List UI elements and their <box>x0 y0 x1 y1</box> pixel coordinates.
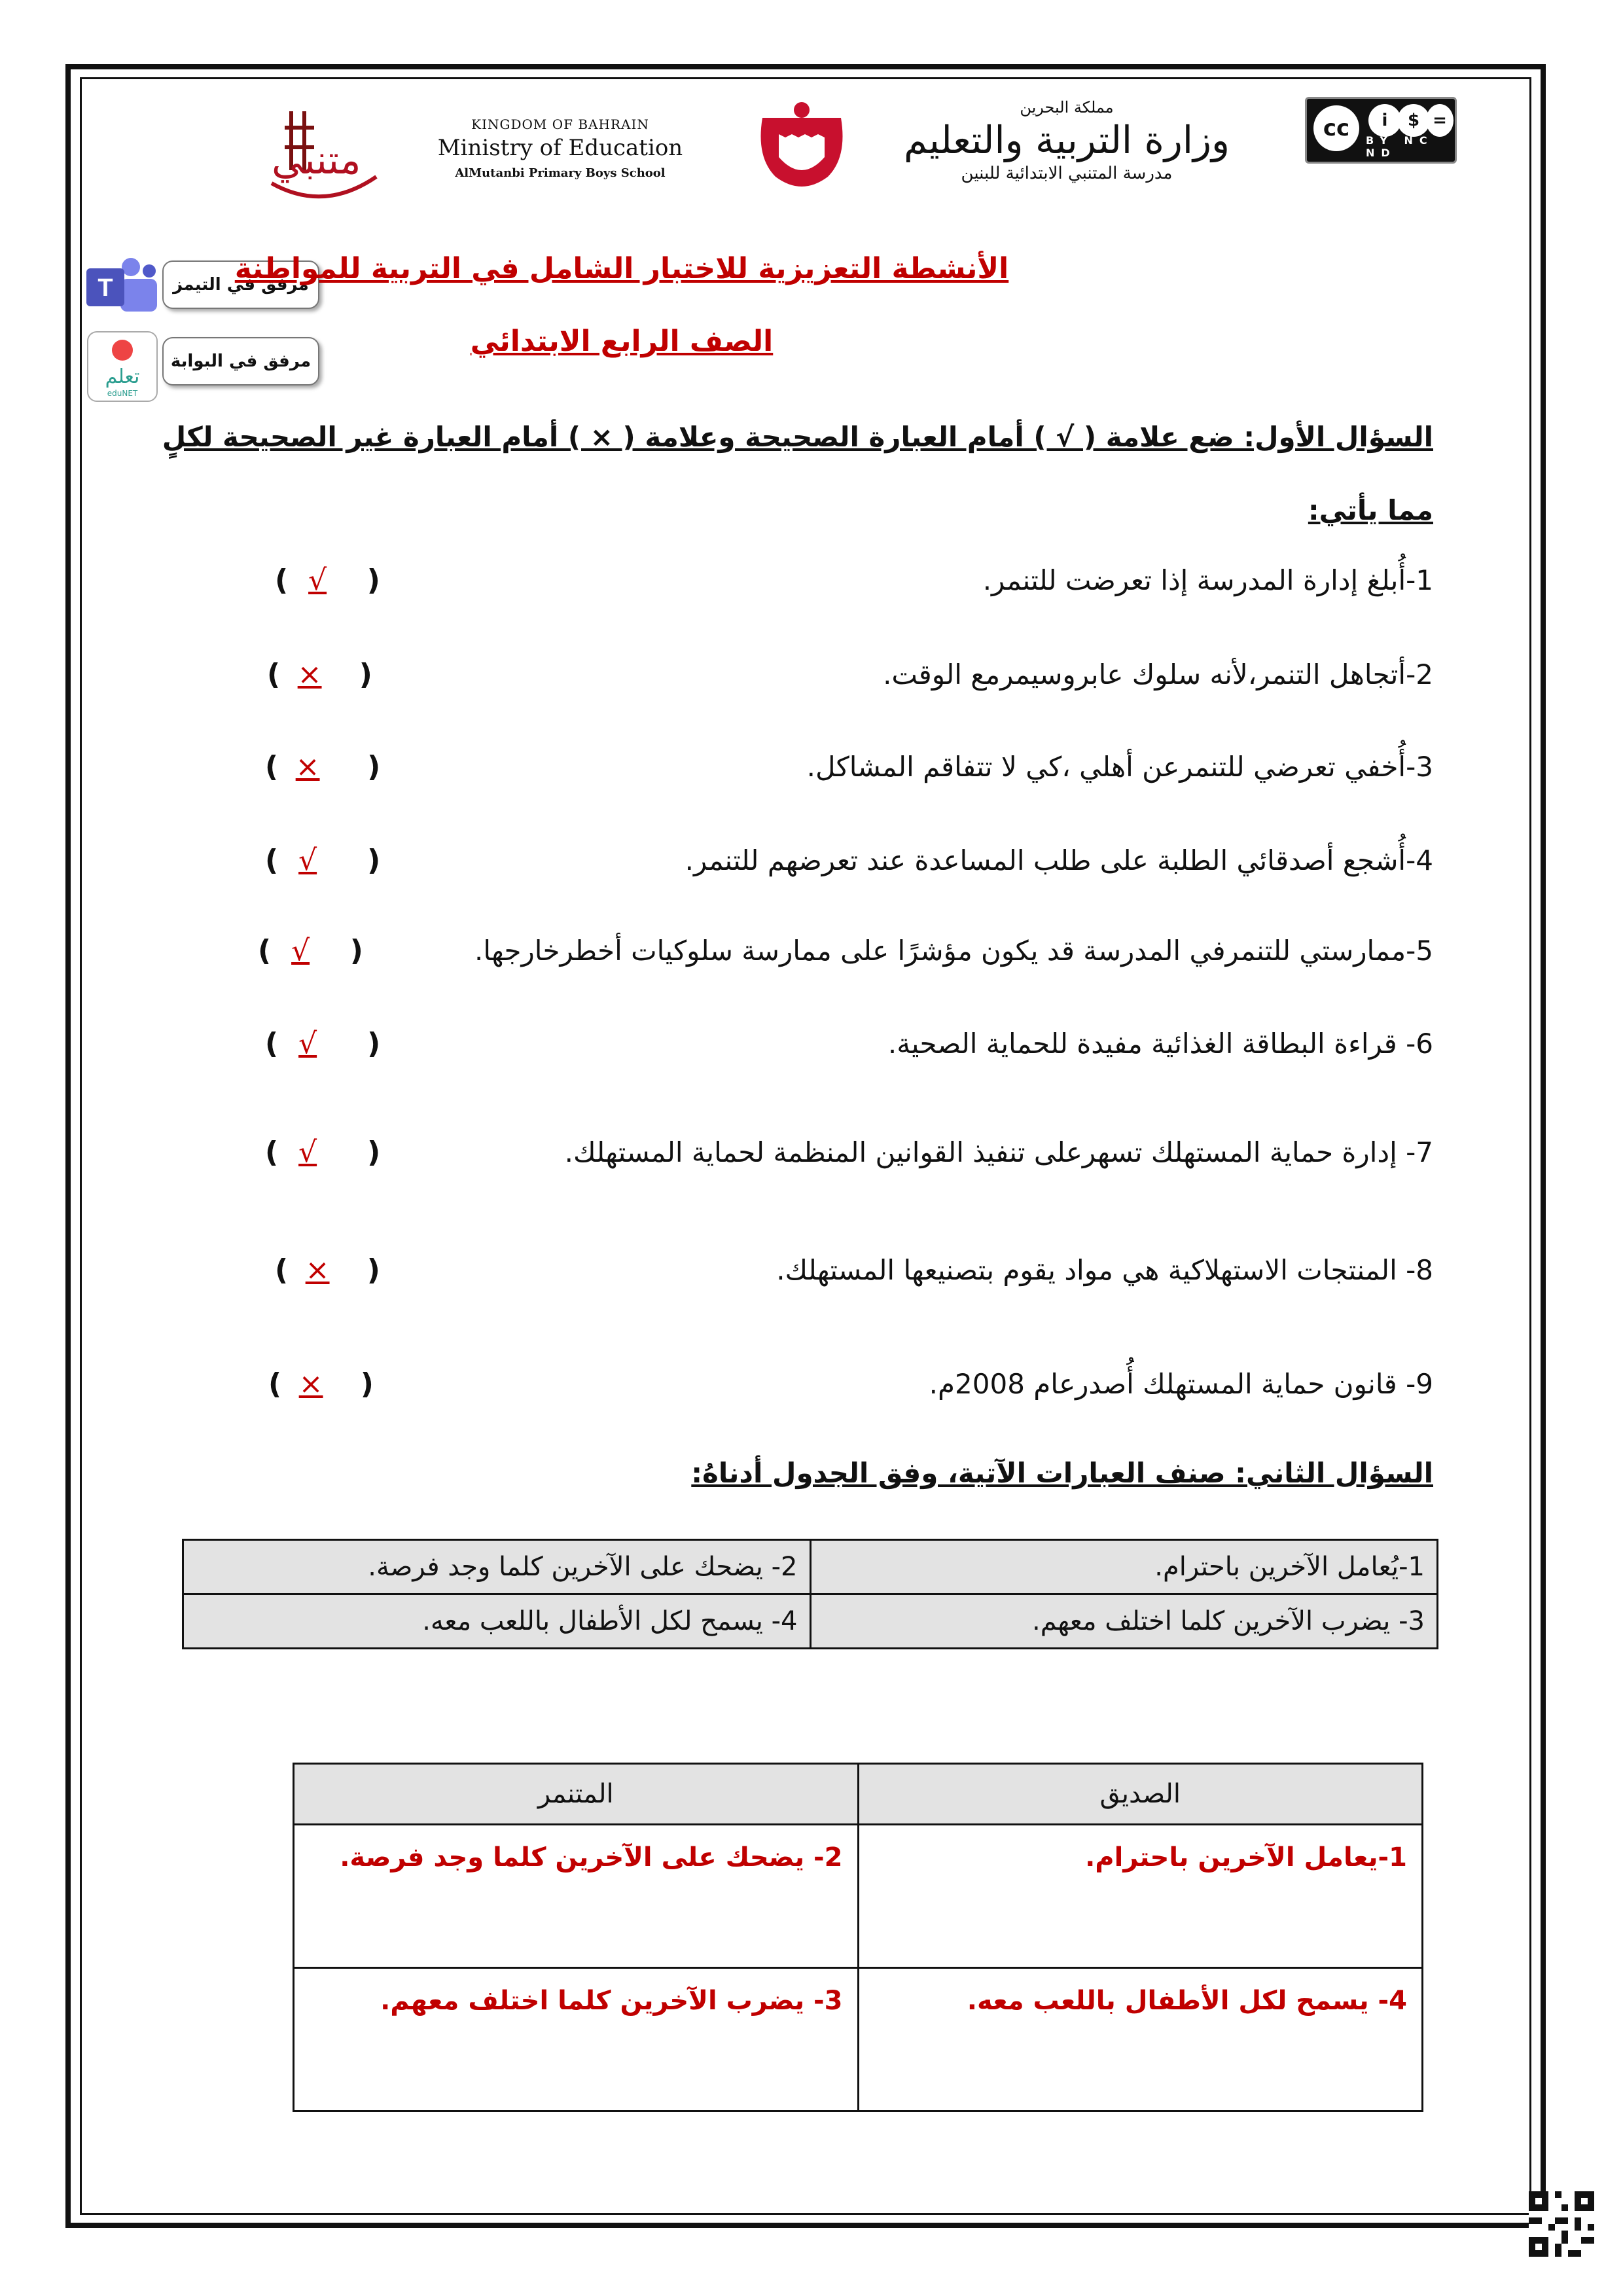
page-title: الأنشطة التعزيزية للاختبار الشامل في التربية للمواطنة <box>234 252 1009 285</box>
teams-attachment-label: مرفق في التيمز <box>162 260 319 309</box>
question1-line2: مما يأتي: <box>1308 494 1433 526</box>
q1-item-5: 5-ممارستي للتنمرفي المدرسة قد يكون مؤشرًا على ممارسة سلوكيات أخطرخارجها. <box>474 935 1433 967</box>
column-header-bully: المتنمر <box>294 1764 859 1825</box>
school-ar: مدرسة المتنبي الابتدائية للبنين <box>961 164 1173 183</box>
q1-item-7: 7- إدارة حماية المستهلك تسهرعلى تنفيذ القوانين المنظمة لحماية المستهلك. <box>564 1136 1433 1168</box>
bahrain-emblem-icon <box>756 98 847 196</box>
kingdom-en: KINGDOM OF BAHRAIN <box>471 117 649 132</box>
q1-answer-3: ( × ) <box>265 750 381 783</box>
answer-cell[interactable]: 4- يسمح لكل الأطفال باللعب معه. <box>858 1968 1423 2111</box>
q1-answer-4: ( √ ) <box>265 844 381 877</box>
svg-text:تعلم: تعلم <box>105 365 140 388</box>
column-header-friend: الصديق <box>858 1764 1423 1825</box>
kingdom-ar: مملكة البحرين <box>1020 98 1114 117</box>
table-row <box>183 1594 1438 1649</box>
q1-answer-8: ( × ) <box>275 1253 380 1287</box>
q1-answer-6: ( √ ) <box>265 1027 381 1060</box>
question1-heading <box>157 401 1433 547</box>
answer-cell[interactable]: 1-يعامل الآخرين باحترام. <box>858 1825 1423 1968</box>
q1-answer-2: ( × ) <box>267 658 372 691</box>
qr-code-icon <box>1529 2191 1594 2257</box>
statement-cell: 2- يضحك على الآخرين كلما وجد فرصة. <box>183 1540 811 1594</box>
question2-heading: السؤال الثاني: صنف العبارات الآتية، وفق الجدول أدناهُ: <box>691 1457 1433 1489</box>
school-en: AlMutanbi Primary Boys School <box>455 166 666 180</box>
q1-answer-1: ( √ ) <box>275 564 380 597</box>
table-row <box>294 1968 1423 2111</box>
table-header-row <box>294 1764 1423 1825</box>
school-logo <box>265 98 389 209</box>
ministry-ar: وزارة التربية والتعليم <box>903 118 1230 162</box>
grade-title: الصف الرابع الابتدائي <box>470 325 774 358</box>
table-row <box>294 1825 1423 1968</box>
answer-cell[interactable]: 2- يضحك على الآخرين كلما وجد فرصة. <box>294 1825 859 1968</box>
ministry-header-ar <box>890 98 1243 183</box>
q1-item-4: 4-أُشجع أصدقائي الطلبة على طلب المساعدة عند تعرضهم للتنمر. <box>685 844 1433 876</box>
answer-cell[interactable]: 3- يضرب الآخرين كلما اختلف معهم. <box>294 1968 859 2111</box>
q1-item-1: 1-أُبلغ إدارة المدرسة إذا تعرضت للتنمر. <box>982 564 1433 596</box>
svg-text:eduNET: eduNET <box>107 389 138 398</box>
cc-nc-icon: $ <box>1397 104 1430 137</box>
creative-commons-badge <box>1305 97 1457 164</box>
svg-text:T: T <box>98 274 113 302</box>
statement-cell: 1-يُعامل الآخرين باحترام. <box>810 1540 1438 1594</box>
q1-answer-5: ( √ ) <box>258 934 363 967</box>
q1-item-8: 8- المنتجات الاستهلاكية هي مواد يقوم بتصنيعها المستهلك. <box>776 1254 1433 1286</box>
statement-cell: 4- يسمح لكل الأطفال باللعب معه. <box>183 1594 811 1649</box>
table-row <box>183 1540 1438 1594</box>
q1-item-3: 3-أُخفي تعرضي للتنمرعن أهلي ،كي لا تتفاقم المشاكل. <box>806 751 1433 783</box>
school-logo-text: متنبي <box>272 137 361 183</box>
q1-answer-7: ( √ ) <box>265 1136 381 1169</box>
ministry-en: Ministry of Education <box>437 135 683 161</box>
portal-attachment-label: مرفق في البوابة <box>162 337 319 386</box>
q1-answer-9: ( × ) <box>268 1367 374 1401</box>
statement-cell: 3- يضرب الآخرين كلما اختلف معهم. <box>810 1594 1438 1649</box>
cc-icon: cc <box>1313 105 1359 151</box>
cc-nd-icon: = <box>1426 104 1454 137</box>
cc-by-icon: i <box>1368 104 1401 137</box>
q1-item-2: 2-أتجاهل التنمر،لأنه سلوك عابروسيمرمع الوقت. <box>883 658 1433 691</box>
q1-item-9: 9- قانون حماية المستهلك أُصدرعام 2008م. <box>929 1368 1433 1400</box>
classification-table <box>293 1763 1423 2112</box>
cc-license-label: BY NC ND <box>1366 134 1434 159</box>
question1-line1: السؤال الأول: ضع علامة ( √ ) أمام العبارة الصحيحة وعلامة ( × ) أمام العبارة غير الصحيحة لكلٍ <box>162 421 1433 453</box>
ministry-header-en <box>383 117 737 180</box>
q1-item-6: 6- قراءة البطاقة الغذائية مفيدة للحماية الصحية. <box>887 1028 1433 1060</box>
statements-table <box>182 1539 1438 1649</box>
